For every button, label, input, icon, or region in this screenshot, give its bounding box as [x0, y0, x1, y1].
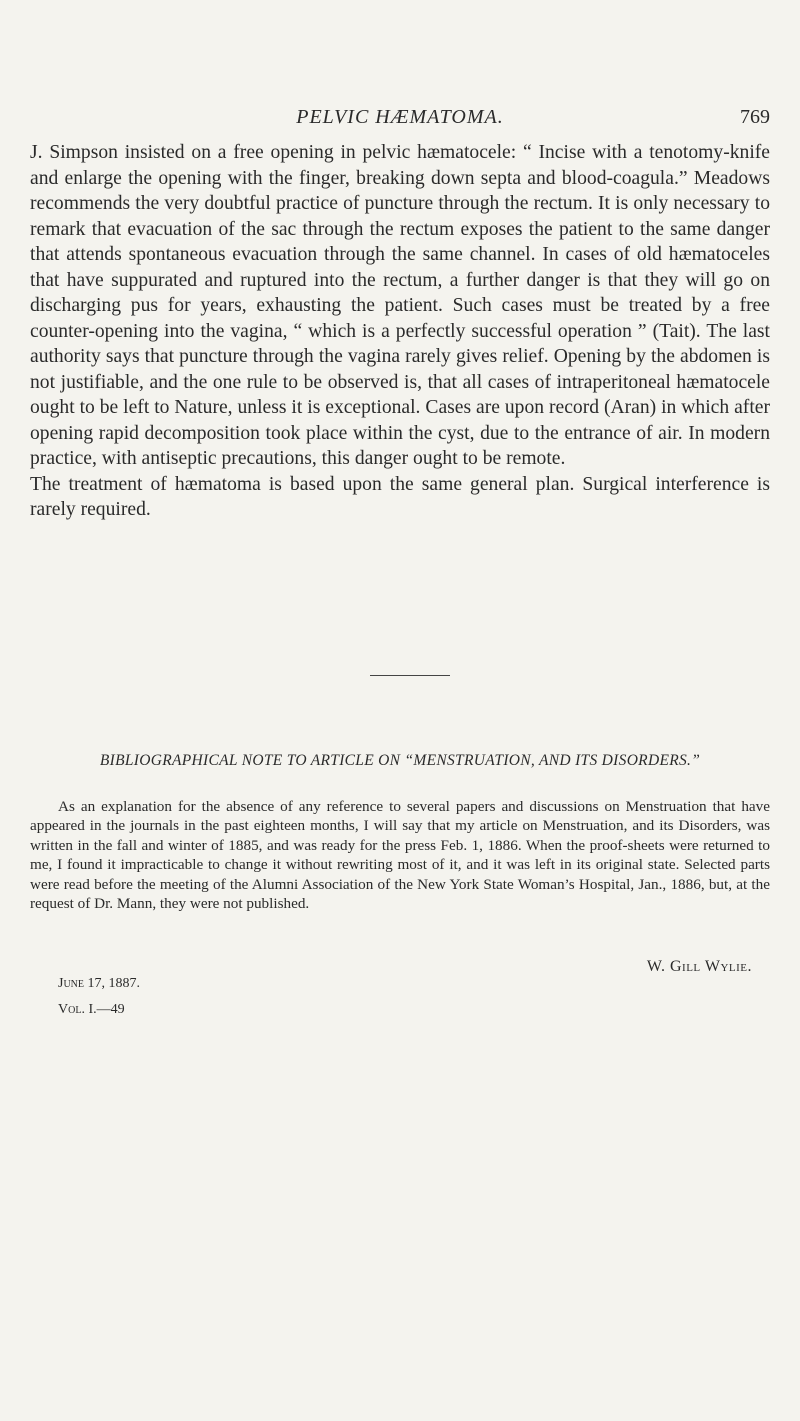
note-signature: W. Gill Wylie. — [646, 958, 752, 975]
running-title: PELVIC HÆMATOMA. — [296, 106, 504, 128]
paragraph-2: The treatment of hæmatoma is based upon the same general plan. Surgical interference is rarely required. — [30, 473, 770, 520]
section-divider — [370, 675, 450, 676]
note-body: As an explanation for the absence of any reference to several papers and discussions on Menstruation that have appeared in the journals in the past eighteen months, I will say that my article on Menstruation, and its Disorders, was written in the fall and winter of 1885, and was ready for the press Feb. 1, 1886. When the proof-sheets were returned to me, I found it impracticable to change it without rewriting most of it, and it was left in its original state. Selected parts were read before the meeting of the Alumni Association of the New York State Woman’s Hospital, Jan., 1886, but, at the request of Dr. Mann, they were not published. — [30, 798, 770, 913]
note-date: June 17, 1887. — [58, 976, 140, 991]
signature-mark: Vol. I.—49 — [58, 1002, 125, 1017]
main-text — [30, 140, 770, 523]
paragraph-1: J. Simpson insisted on a free opening in pelvic hæmatocele: “ Incise with a tenotomy-knife and enlarge the opening with the finger, breaking down septa and blood-coagula.” Meadows recommends the very doubtful practice of puncture through the rectum. It is only necessary to remark that evacuation of the sac through the rectum exposes the patient to the same danger that attends spontaneous evacuation through the same channel. In cases of old hæmatoceles that have suppurated and ruptured into the rectum, a further danger is that they will go on discharging pus for years, exhausting the patient. Such cases must be treated by a free counter-opening into the vagina, “ which is a perfectly successful operation ” (Tait). The last authority says that puncture through the vagina rarely gives relief. Opening by the abdomen is not justifiable, and the one rule to be observed is, that all cases of intraperitoneal hæmatocele ought to be left to Nature, unless it is exceptional. Cases are upon record (Aran) in which after opening rapid decomposition took place within the cyst, due to the entrance of air. In modern practice, with antiseptic precautions, this danger ought to be remote. — [30, 142, 770, 469]
page-number: 769 — [740, 106, 770, 128]
note-title: BIBLIOGRAPHICAL NOTE TO ARTICLE ON “MENSTRUATION, AND ITS DISORDERS.” — [99, 752, 701, 769]
running-head — [30, 106, 770, 134]
